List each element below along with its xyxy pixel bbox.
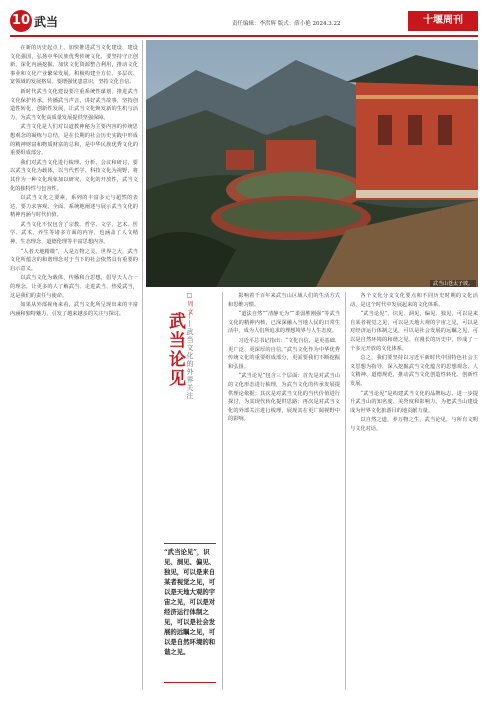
paragraph: 以武当文化之要素，系列的丰富多元与超然的表达，要力求客观、全面、系统地阐述与展示武当文化的精神内涵与时代价值。	[10, 195, 138, 219]
page-number: 10	[10, 10, 32, 32]
paragraph: 如果从外部视角来看，武当文化所呈现出来的丰富内涵和独特魅力，引发了越来越多的关注与探讨。	[10, 302, 138, 317]
paragraph: “人者天地精微”，人是万物之灵。世界之大，武当文化所蕴含的和谐理念对于当下的社会依然具有重要的启示意义。	[10, 248, 138, 272]
paragraph: 影响着千百年来武当山区域人们的生活方式和思维习惯。	[228, 293, 340, 308]
photo-caption: 武当山苍太子坡。	[430, 280, 476, 287]
paragraph: “道法自然”“清静无为”“柔弱胜刚强”等武当文化的精神内核，已深深融入当地人民的日常生活中，成为人们所追求的理想境界与人生态度。	[228, 311, 340, 335]
article-title: 武当论见	[165, 312, 185, 388]
temple-photo	[146, 40, 478, 287]
paragraph: 在新的历史起点上，加快推进武当文化建设，建设文化强国，弘扬中华民族优秀传统文化，要坚持守正创新，深化内涵挖掘，加快文化资源整合利用，推动文化事业和文化产业繁荣发展，积极构建全方位、多层次、宽领域的发展格局。要增强忧患意识，坚持文化自信。	[10, 45, 138, 86]
header-rule	[10, 35, 478, 37]
paragraph: “武当论见”是构建武当文化的品牌标志，进一步提升武当山的知名度、美誉度和影响力，为把武当山建设成为世界文化旅游目的地贡献力量。	[350, 390, 478, 414]
paragraph: 总之，我们要坚持以习近平新时代中国特色社会主义思想为指导，深入挖掘武当文化蕴含的思想观念、人文精神、道德规范，推动武当文化创造性转化、创新性发展。	[350, 355, 478, 387]
body-column-2	[228, 292, 340, 692]
author-kicker: □ 周 文	[186, 292, 193, 315]
editor-meta: 责任编辑：李洪辉 版式：薛小艳 2024.3.22	[232, 21, 341, 27]
article-subtitle: ——武当文化的外界关注	[186, 312, 194, 400]
paragraph: 以武当文化为载体，传播和合思想，倡导天人合一的理念，让更多的人了解武当、走进武当、热爱武当，这是我们的责任与使命。	[10, 275, 138, 299]
paragraph: 我们对武当文化进行梳理、分析、会议和研讨，要以武当文化为载体，以当代哲学、科技文化为视野，将其作为一种文化现象加以研究，文化的开放性，武当文化的独特性与包容性。	[10, 159, 138, 192]
paragraph: 新时代武当文化建设要注重系统性谋划，推进武当文化保护传承。传播武当声音，讲好武当故事，坚持创造性转化，创新性发展，让武当文化焕发新的生机与活力，为武当文化高质量发展提供坚强保障。	[10, 88, 138, 121]
section-title: 武当	[34, 15, 59, 29]
paragraph: 武当文化不仅包含了宗教、哲学、文学、艺术、医学、武术、养生等诸多方面的内容，也涵盖了人文精神、生态理念、道德伦理等丰富思想内容。	[10, 221, 138, 246]
paragraph: “武当论见”，识见、洞见、偏见、独见，可以是来自某者视觉之见，可以是天地大观的宇宙之见，可以是对经济运行体制之见，可以是社会发展的远瞩之见，可以是自然环境的和谐之见。在漫长的历史中，形成了一个多元开放的文化体系。	[350, 311, 478, 352]
paragraph: 各个文化分支文化要点和不同历史时期的文化活动，是这个时代中发展起来的文化体系。	[350, 293, 478, 308]
column-divider	[222, 292, 223, 690]
page-header	[0, 0, 488, 40]
paragraph: 以自然之道，养万物之生，武当论见，与所有文明与文化对话。	[350, 417, 478, 432]
temple-illustration	[146, 40, 478, 287]
pull-quote: “武当论见”，识见、洞见、偏见、独见，可以是来自某者视觉之见，可以是天地大观的宇宙之见，可以是对经济运行体制之见，可以是社会发展的远瞩之见，可以是自然环境的和谐之见。	[164, 543, 216, 683]
paragraph: 武当文化是人们对以道教神秘为主要内容的传统思想观念的凝练与总结，是在长期的社会历史实践中形成的精神财富和物质财富的总和，是中华民族优秀文化的重要组成部分。	[10, 124, 138, 157]
article-title-block	[163, 292, 207, 532]
paragraph: 习近平总书记指出：“文化自信，是更基础、更广泛、更深厚的自信。”武当文化作为中华优秀传统文化的重要组成部分，更需要我们不断挖掘和弘扬。	[228, 337, 340, 370]
body-column-1	[10, 44, 138, 694]
paragraph: “武当论见”包含三个层面：首先是对武当山的文化形态进行梳理，为武当文化的传承发展提供理论依据；其次是对武当文化的当代价值进行探讨，为其现代转化提供思路；再次是对武当文化的外部关注进行梳理，展现其在更广阔视野中的影响。	[228, 373, 340, 423]
brand-banner: 十堰周刊	[408, 11, 478, 31]
column-divider	[345, 292, 346, 690]
body-column-3	[350, 292, 478, 692]
column-divider	[142, 40, 143, 690]
